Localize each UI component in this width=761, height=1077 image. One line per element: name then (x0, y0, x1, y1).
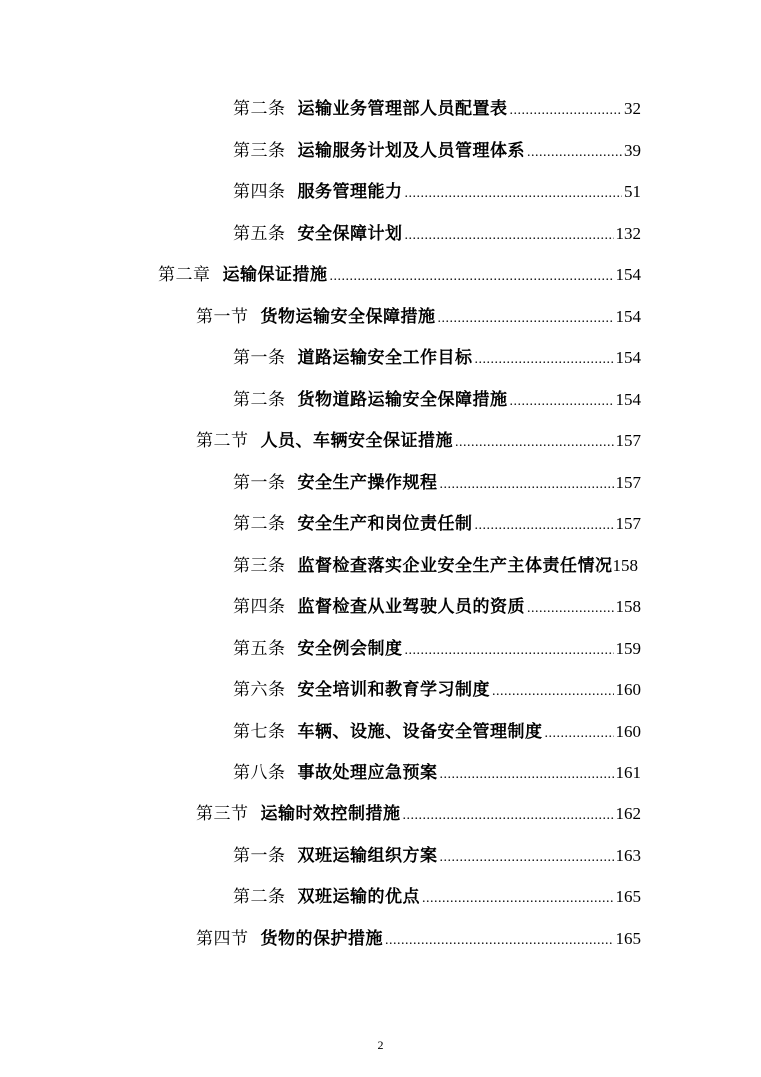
toc-entry[interactable] (233, 385, 641, 415)
toc-entry[interactable] (233, 758, 641, 788)
toc-entry[interactable] (233, 177, 641, 207)
dot-leader (475, 511, 614, 541)
dot-leader (475, 345, 614, 375)
toc-entry[interactable] (233, 882, 641, 912)
toc-entry[interactable] (233, 551, 638, 581)
toc-entry[interactable] (233, 94, 641, 124)
dot-leader (510, 387, 614, 417)
toc-entry-page: 158 (612, 556, 638, 575)
toc-entry-label: 第二条 (233, 99, 286, 119)
toc-entry-title: 双班运输的优点 (297, 887, 420, 907)
toc-entry[interactable] (233, 219, 641, 249)
toc-entry[interactable] (233, 675, 641, 705)
toc-entry-label: 第五条 (233, 639, 286, 659)
toc-entry-label: 第二节 (196, 431, 249, 451)
toc-entry[interactable] (158, 260, 641, 290)
toc-entry-page: 160 (615, 680, 641, 699)
toc-entry-title: 监督检查从业驾驶人员的资质 (297, 597, 525, 617)
dot-leader (492, 677, 614, 707)
toc-entry-page: 132 (615, 224, 641, 243)
toc-entry-title: 安全培训和教育学习制度 (297, 680, 490, 700)
toc-entry-title: 运输保证措施 (222, 265, 328, 285)
toc-entry-page: 154 (615, 265, 641, 284)
dot-leader (455, 428, 614, 458)
toc-entry-title: 道路运输安全工作目标 (297, 348, 473, 368)
toc-entry-page: 165 (615, 929, 641, 948)
dot-leader (440, 843, 614, 873)
toc-entry-title: 运输时效控制措施 (260, 804, 401, 824)
toc-entry-label: 第一条 (233, 473, 286, 493)
toc-entry[interactable] (233, 509, 641, 539)
toc-entry-title: 车辆、设施、设备安全管理制度 (297, 722, 543, 742)
toc-entry-label: 第一条 (233, 846, 286, 866)
toc-entry-title: 人员、车辆安全保证措施 (260, 431, 453, 451)
dot-leader (438, 304, 614, 334)
toc-entry[interactable] (233, 468, 641, 498)
dot-leader (405, 179, 623, 209)
toc-entry-title: 货物的保护措施 (260, 929, 383, 949)
toc-entry[interactable] (233, 592, 641, 622)
toc-entry-page: 165 (615, 887, 641, 906)
toc-entry-page: 157 (615, 473, 641, 492)
toc-entry-label: 第一条 (233, 348, 286, 368)
toc-entry-page: 154 (615, 348, 641, 367)
toc-entry-page: 157 (615, 431, 641, 450)
toc-entry-title: 双班运输组织方案 (297, 846, 438, 866)
dot-leader (405, 636, 614, 666)
toc-entry[interactable] (233, 717, 641, 747)
toc-entry-label: 第二条 (233, 887, 286, 907)
dot-leader (527, 138, 622, 168)
toc-entry-title: 事故处理应急预案 (297, 763, 438, 783)
toc-entry-label: 第二条 (233, 514, 286, 534)
toc-entry[interactable] (233, 136, 641, 166)
toc-entry-title: 安全保障计划 (297, 224, 403, 244)
page-number: 2 (377, 1038, 384, 1052)
toc-entry[interactable] (233, 343, 641, 373)
toc-entry-title: 安全生产操作规程 (297, 473, 438, 493)
dot-leader (422, 884, 614, 914)
toc-entry-label: 第七条 (233, 722, 286, 742)
toc-entry-label: 第三条 (233, 556, 286, 576)
toc-entry-page: 159 (615, 639, 641, 658)
toc-entry-title: 服务管理能力 (297, 182, 403, 202)
toc-entry-title: 运输服务计划及人员管理体系 (297, 141, 525, 161)
dot-leader (440, 760, 614, 790)
toc-entry-label: 第二条 (233, 390, 286, 410)
toc-entry-title: 货物运输安全保障措施 (260, 307, 436, 327)
toc-entry-page: 154 (615, 307, 641, 326)
dot-leader (510, 96, 623, 126)
toc-entry-title: 货物道路运输安全保障措施 (297, 390, 508, 410)
toc-entry-page: 32 (624, 99, 641, 118)
toc-entry-label: 第一节 (196, 307, 249, 327)
toc-entry[interactable] (196, 799, 641, 829)
toc-entry-page: 163 (615, 846, 641, 865)
toc-entry[interactable] (233, 841, 641, 871)
toc-entry-title: 运输业务管理部人员配置表 (297, 99, 508, 119)
toc-entry-page: 51 (624, 182, 641, 201)
dot-leader (385, 926, 614, 956)
toc-entry-page: 162 (615, 804, 641, 823)
toc-entry-label: 第三节 (196, 804, 249, 824)
dot-leader (405, 221, 614, 251)
dot-leader (440, 470, 614, 500)
toc-entry-page: 161 (615, 763, 641, 782)
dot-leader (545, 719, 614, 749)
toc-entry-title: 监督检查落实企业安全生产主体责任情况 (297, 556, 613, 576)
toc-entry-label: 第四节 (196, 929, 249, 949)
toc-entry-page: 160 (615, 722, 641, 741)
toc-entry-label: 第八条 (233, 763, 286, 783)
dot-leader (403, 801, 614, 831)
dot-leader (330, 262, 614, 292)
toc-entry[interactable] (196, 302, 641, 332)
toc-entry-title: 安全生产和岗位责任制 (297, 514, 473, 534)
toc-entry-page: 39 (624, 141, 641, 160)
toc-entry-label: 第四条 (233, 182, 286, 202)
toc-entry-title: 安全例会制度 (297, 639, 403, 659)
toc-entry[interactable] (196, 924, 641, 954)
toc-entry-label: 第三条 (233, 141, 286, 161)
toc-entry-label: 第五条 (233, 224, 286, 244)
dot-leader (527, 594, 614, 624)
toc-entry-page: 154 (615, 390, 641, 409)
toc-entry[interactable] (233, 634, 641, 664)
toc-entry-label: 第二章 (158, 265, 211, 285)
toc-entry-label: 第六条 (233, 680, 286, 700)
toc-entry[interactable] (196, 426, 641, 456)
toc-entry-label: 第四条 (233, 597, 286, 617)
toc-entry-page: 158 (615, 597, 641, 616)
toc-entry-page: 157 (615, 514, 641, 533)
